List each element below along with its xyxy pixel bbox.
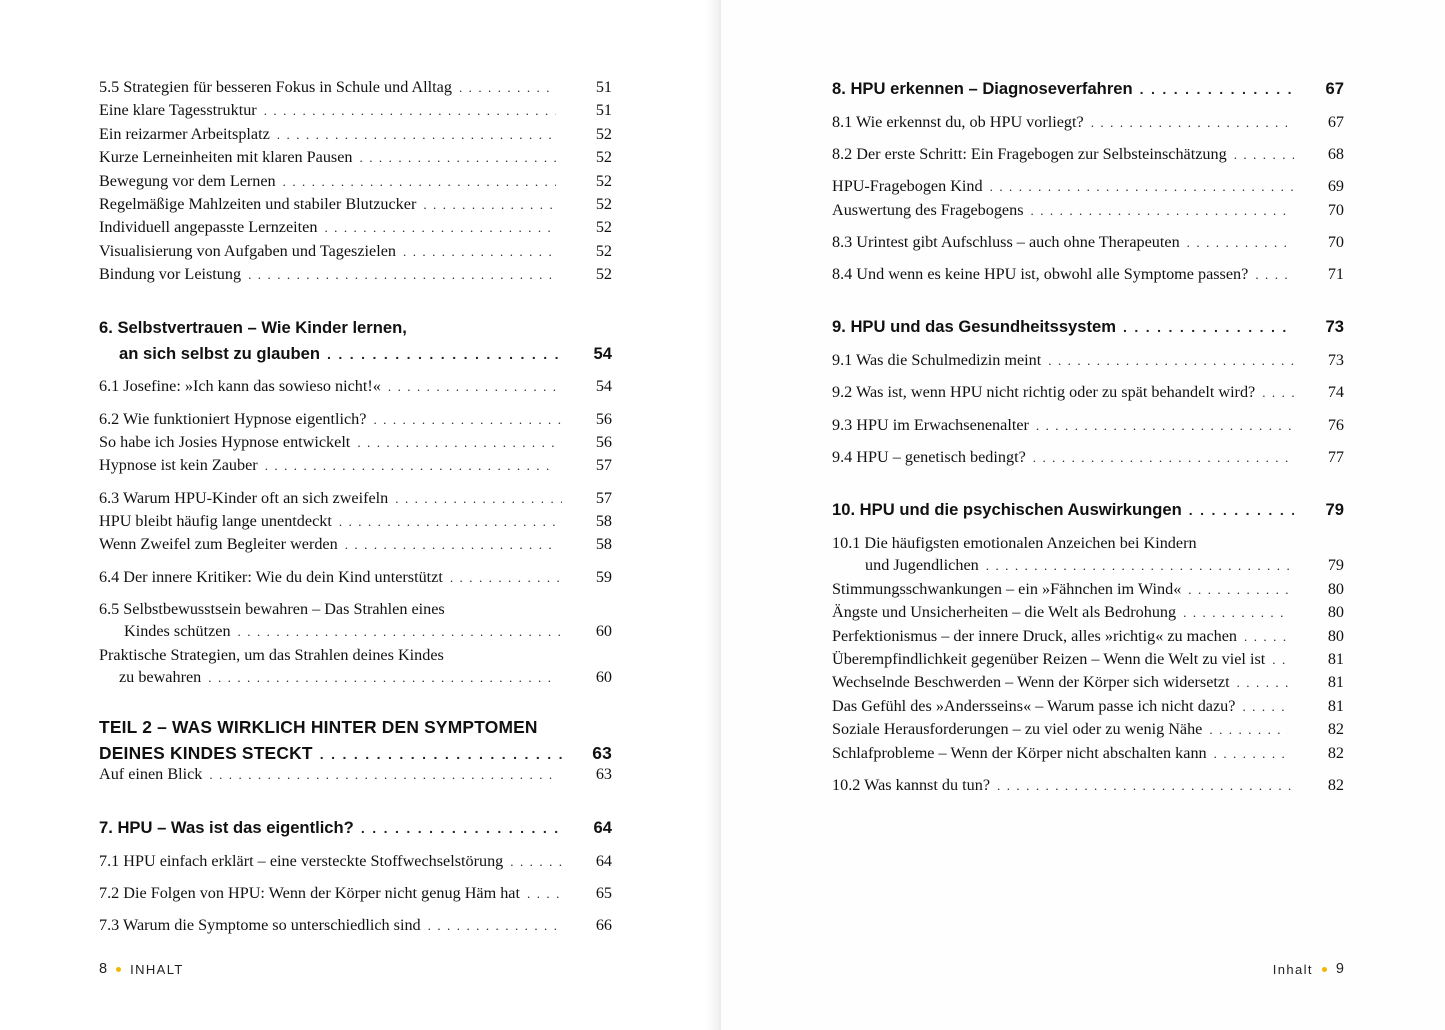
page-number: 81 bbox=[1327, 650, 1344, 669]
page-number: 57 bbox=[595, 488, 612, 507]
toc-entry[interactable]: 7.2 Die Folgen von HPU: Wenn der Körper nicht genug Häm hat . . . 65 bbox=[99, 882, 612, 905]
dot-leader bbox=[277, 124, 556, 146]
page-number-footer: 8 bbox=[99, 961, 108, 977]
chapter-10-entry[interactable]: 10. HPU und die psychischen Auswirkungen . . . 79 bbox=[832, 497, 1344, 523]
page-number: 64 bbox=[593, 817, 612, 837]
toc-entry[interactable]: Visualisierung von Aufgaben und Tageszielen . . . 52 bbox=[99, 240, 612, 263]
dot-leader bbox=[1234, 144, 1294, 166]
part-2-title-line1[interactable]: TEIL 2 – WAS WIRKLICH HINTER DEN SYMPTOMEN bbox=[99, 716, 538, 737]
dot-leader bbox=[990, 176, 1294, 198]
page-number: 58 bbox=[595, 535, 612, 554]
dot-leader bbox=[1091, 112, 1294, 134]
page-number: 73 bbox=[1325, 317, 1344, 337]
page-number: 70 bbox=[1327, 200, 1344, 219]
dot-leader bbox=[1237, 672, 1288, 694]
toc-entry[interactable]: Regelmäßige Mahlzeiten und stabiler Blutzucker . . . 52 bbox=[99, 193, 612, 216]
toc-left-column bbox=[99, 76, 612, 938]
toc-entry[interactable]: Überempfindlichkeit gegenüber Reizen – Wenn die Welt zu viel ist . . . 81 bbox=[832, 648, 1344, 671]
toc-entry[interactable]: Auf einen Blick . . . 63 bbox=[99, 763, 612, 786]
toc-entry[interactable]: Schlafprobleme – Wenn der Körper nicht abschalten kann . . . 82 bbox=[832, 742, 1344, 765]
dot-leader bbox=[395, 488, 562, 510]
toc-entry[interactable]: 7.1 HPU einfach erklärt – eine versteckte Stoffwechselstörung . . . 64 bbox=[99, 850, 612, 873]
dot-leader bbox=[527, 883, 562, 905]
dot-leader bbox=[360, 147, 556, 169]
dot-leader bbox=[1187, 232, 1294, 254]
page-number: 58 bbox=[595, 512, 612, 531]
page-number: 56 bbox=[595, 433, 612, 452]
chapter-6-entry[interactable]: an sich selbst zu glauben . . . 54 bbox=[99, 341, 612, 367]
dot-leader bbox=[997, 775, 1294, 797]
page-number: 82 bbox=[1327, 743, 1344, 762]
page-number: 63 bbox=[592, 742, 612, 763]
dot-leader bbox=[327, 341, 562, 367]
toc-entry[interactable]: 7.3 Warum die Symptome so unterschiedlich sind . . . 66 bbox=[99, 914, 612, 937]
dot-leader bbox=[209, 764, 556, 786]
chapter-7-entry[interactable]: 7. HPU – Was ist das eigentlich? . . . 64 bbox=[99, 815, 612, 841]
page-number: 79 bbox=[1327, 556, 1344, 575]
dot-leader bbox=[450, 567, 562, 589]
left-page bbox=[0, 0, 721, 1030]
dot-leader bbox=[1036, 415, 1294, 437]
right-page-footer bbox=[1273, 961, 1344, 977]
toc-entry[interactable]: 8.2 Der erste Schritt: Ein Fragebogen zur Selbsteinschätzung . . . 68 bbox=[832, 143, 1344, 166]
dot-leader bbox=[1183, 602, 1288, 624]
page-number: 54 bbox=[595, 377, 612, 396]
page-number: 70 bbox=[1327, 232, 1344, 251]
accent-dot-icon bbox=[116, 967, 121, 972]
toc-entry[interactable]: 5.5 Strategien für besseren Fokus in Schule und Alltag . . . 51 bbox=[99, 76, 612, 99]
dot-leader bbox=[248, 264, 556, 286]
page-number: 52 bbox=[595, 195, 612, 214]
dot-leader bbox=[339, 511, 556, 533]
page-number: 69 bbox=[1327, 177, 1344, 196]
dot-leader bbox=[345, 534, 556, 556]
dot-leader bbox=[1033, 447, 1294, 469]
dot-leader bbox=[361, 815, 562, 841]
toc-entry[interactable]: 6.4 Der innere Kritiker: Wie du dein Kind unterstützt . . . 59 bbox=[99, 566, 612, 589]
page-number: 76 bbox=[1327, 415, 1344, 434]
page-number: 68 bbox=[1327, 145, 1344, 163]
right-page bbox=[721, 0, 1445, 1030]
page-number: 74 bbox=[1327, 383, 1344, 402]
dot-leader bbox=[1188, 579, 1288, 601]
dot-leader bbox=[1214, 743, 1288, 765]
toc-entry-line1[interactable]: Praktische Strategien, um das Strahlen deines Kindes bbox=[99, 645, 444, 664]
toc-entry[interactable]: Individuell angepasste Lernzeiten . . . 52 bbox=[99, 216, 612, 239]
toc-entry[interactable]: 10.2 Was kannst du tun? . . . 82 bbox=[832, 774, 1344, 797]
dot-leader bbox=[1189, 497, 1294, 523]
toc-entry[interactable]: zu bewahren . . . 60 bbox=[99, 666, 612, 689]
toc-entry[interactable]: Wenn Zweifel zum Begleiter werden . . . 58 bbox=[99, 533, 612, 556]
dot-leader bbox=[1123, 314, 1294, 340]
dot-leader bbox=[265, 455, 556, 477]
page-number: 54 bbox=[593, 343, 612, 363]
page-number: 52 bbox=[595, 241, 612, 260]
dot-leader bbox=[510, 851, 562, 873]
page-number: 52 bbox=[595, 171, 612, 190]
running-header-label: Inhalt bbox=[1272, 961, 1313, 977]
dot-leader bbox=[238, 621, 562, 643]
page-number: 63 bbox=[595, 764, 612, 783]
dot-leader bbox=[324, 217, 556, 239]
toc-entry[interactable]: Ein reizarmer Arbeitsplatz . . . 52 bbox=[99, 123, 612, 146]
dot-leader bbox=[388, 376, 562, 398]
toc-entry[interactable]: Stimmungsschwankungen – ein »Fähnchen im Wind« . . . 80 bbox=[832, 578, 1344, 601]
toc-entry[interactable]: 8.3 Urintest gibt Aufschluss – auch ohne Therapeuten . . . 70 bbox=[832, 231, 1344, 254]
toc-entry[interactable]: 9.3 HPU im Erwachsenenalter . . . 76 bbox=[832, 414, 1344, 437]
toc-entry[interactable]: Eine klare Tagesstruktur . . . 51 bbox=[99, 99, 612, 122]
toc-entry[interactable]: So habe ich Josies Hypnose entwickelt . . . 56 bbox=[99, 431, 612, 454]
dot-leader bbox=[1242, 696, 1288, 718]
toc-entry[interactable]: Bewegung vor dem Lernen . . . 52 bbox=[99, 170, 612, 193]
page-number: 52 bbox=[595, 148, 612, 167]
toc-entry[interactable]: HPU-Fragebogen Kind . . . 69 bbox=[832, 175, 1344, 198]
dot-leader bbox=[264, 100, 556, 122]
running-header-label: INHALT bbox=[130, 961, 184, 977]
dot-leader bbox=[1048, 350, 1294, 372]
page-number: 73 bbox=[1327, 351, 1344, 370]
page-number: 51 bbox=[595, 101, 612, 120]
dot-leader bbox=[208, 667, 556, 689]
toc-entry[interactable]: 9.1 Was die Schulmedizin meint . . . 73 bbox=[832, 349, 1344, 372]
page-number: 67 bbox=[1327, 112, 1344, 131]
page-number: 67 bbox=[1325, 79, 1344, 98]
toc-entry[interactable]: 9.4 HPU – genetisch bedingt? . . . 77 bbox=[832, 446, 1344, 469]
dot-leader bbox=[986, 555, 1294, 577]
dot-leader bbox=[283, 171, 556, 193]
page-number: 52 bbox=[595, 265, 612, 284]
toc-entry[interactable]: Hypnose ist kein Zauber . . . 57 bbox=[99, 454, 612, 477]
left-page-footer bbox=[99, 961, 184, 977]
page-number: 71 bbox=[1327, 265, 1344, 284]
page-number: 81 bbox=[1327, 696, 1344, 715]
chapter-6-title-line1[interactable]: 6. Selbstvertrauen – Wie Kinder lernen, bbox=[99, 317, 407, 337]
toc-entry[interactable]: 6.2 Wie funktioniert Hypnose eigentlich? . . . 56 bbox=[99, 408, 612, 431]
page-number: 80 bbox=[1327, 579, 1344, 598]
page-number: 60 bbox=[595, 668, 612, 687]
toc-entry[interactable]: 6.1 Josefine: »Ich kann das sowieso nicht!« . . . 54 bbox=[99, 375, 612, 398]
toc-right-column bbox=[832, 76, 1344, 797]
page-number: 60 bbox=[595, 622, 612, 641]
page-number: 77 bbox=[1327, 447, 1344, 466]
dot-leader bbox=[423, 194, 556, 216]
chapter-9-entry[interactable]: 9. HPU und das Gesundheitssystem . . . 73 bbox=[832, 314, 1344, 340]
page-number: 82 bbox=[1327, 720, 1344, 739]
toc-entry[interactable]: Kurze Lerneinheiten mit klaren Pausen . . . 52 bbox=[99, 146, 612, 169]
dot-leader bbox=[1140, 76, 1294, 102]
dot-leader bbox=[428, 915, 562, 937]
toc-entry[interactable]: HPU bleibt häufig lange unentdeckt . . . 58 bbox=[99, 510, 612, 533]
toc-entry[interactable]: Ängste und Unsicherheiten – die Welt als Bedrohung . . . 80 bbox=[832, 601, 1344, 624]
toc-entry[interactable]: 9.2 Was ist, wenn HPU nicht richtig oder zu spät behandelt wird? . . . 74 bbox=[832, 381, 1344, 404]
toc-entry[interactable]: 6.3 Warum HPU-Kinder oft an sich zweifeln . . . 57 bbox=[99, 487, 612, 510]
toc-entry-line1[interactable]: 6.5 Selbstbewusstsein bewahren – Das Strahlen eines bbox=[99, 599, 445, 618]
page-number: 81 bbox=[1327, 673, 1344, 692]
page-number: 66 bbox=[595, 916, 612, 935]
page-number: 80 bbox=[1327, 603, 1344, 622]
dot-leader bbox=[1272, 649, 1288, 671]
dot-leader bbox=[1031, 200, 1288, 222]
toc-entry-line1[interactable]: 10.1 Die häufigsten emotionalen Anzeichen bei Kindern bbox=[832, 534, 1197, 553]
toc-entry[interactable]: 8.1 Wie erkennst du, ob HPU vorliegt? . . . 67 bbox=[832, 111, 1344, 134]
toc-entry[interactable]: 8.4 Und wenn es keine HPU ist, obwohl alle Symptome passen? . . . 71 bbox=[832, 263, 1344, 286]
toc-entry[interactable]: Auswertung des Fragebogens . . . 70 bbox=[832, 199, 1344, 222]
chapter-8-entry[interactable]: 8. HPU erkennen – Diagnoseverfahren . . . 67 bbox=[832, 76, 1344, 102]
page-number: 82 bbox=[1327, 775, 1344, 794]
page-number: 59 bbox=[595, 567, 612, 586]
dot-leader bbox=[1244, 626, 1288, 648]
toc-entry[interactable]: Soziale Herausforderungen – zu viel oder zu wenig Nähe . . . 82 bbox=[832, 718, 1344, 741]
page-number: 80 bbox=[1327, 626, 1344, 645]
dot-leader bbox=[459, 77, 556, 99]
dot-leader bbox=[357, 432, 556, 454]
toc-entry[interactable]: Kindes schützen . . . 60 bbox=[99, 620, 612, 643]
toc-entry[interactable]: und Jugendlichen . . . 79 bbox=[832, 554, 1344, 577]
toc-entry[interactable]: Bindung vor Leistung . . . 52 bbox=[99, 263, 612, 286]
toc-entry[interactable]: Wechselnde Beschwerden – Wenn der Körper sich widersetzt . . . 81 bbox=[832, 671, 1344, 694]
page-number: 51 bbox=[595, 78, 612, 96]
page-number: 56 bbox=[595, 409, 612, 428]
page-number: 64 bbox=[595, 851, 612, 870]
page-number: 65 bbox=[595, 883, 612, 902]
accent-dot-icon bbox=[1322, 967, 1327, 972]
part-2-entry[interactable]: DEINES KINDES STECKT . . . 63 bbox=[99, 740, 612, 767]
page-number: 57 bbox=[595, 456, 612, 475]
dot-leader bbox=[1262, 382, 1294, 404]
dot-leader bbox=[1209, 719, 1288, 741]
toc-entry[interactable]: Perfektionismus – der innere Druck, alles »richtig« zu machen . . . 80 bbox=[832, 625, 1344, 648]
page-number-footer: 9 bbox=[1335, 961, 1344, 977]
toc-entry[interactable]: Das Gefühl des »Andersseins« – Warum passe ich nicht dazu? . . . 81 bbox=[832, 695, 1344, 718]
page-number: 52 bbox=[595, 124, 612, 143]
page-number: 79 bbox=[1325, 500, 1344, 520]
dot-leader bbox=[403, 241, 556, 263]
dot-leader bbox=[373, 409, 562, 431]
dot-leader bbox=[1255, 264, 1294, 286]
page-number: 52 bbox=[595, 218, 612, 237]
